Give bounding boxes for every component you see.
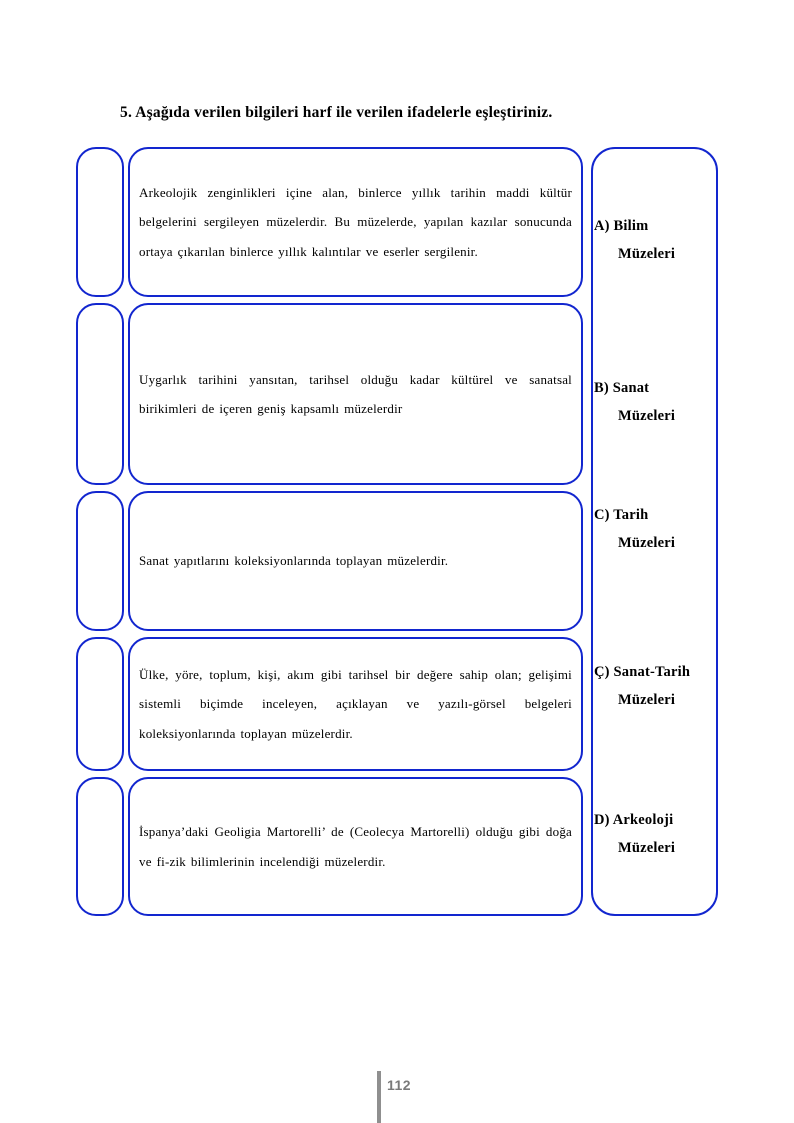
option-d-line1: D) Arkeoloji bbox=[594, 812, 674, 828]
option-b bbox=[594, 374, 718, 430]
page-number: 112 bbox=[387, 1077, 412, 1093]
option-c-cedilla-line1: Ç) Sanat-Tarih bbox=[594, 664, 691, 680]
answer-box-5[interactable] bbox=[76, 777, 124, 916]
description-box-1 bbox=[128, 147, 583, 297]
options-box bbox=[591, 147, 718, 916]
answer-box-2[interactable] bbox=[76, 303, 124, 485]
description-box-5 bbox=[128, 777, 583, 916]
option-a bbox=[594, 212, 718, 268]
answer-box-3[interactable] bbox=[76, 491, 124, 631]
option-c-cedilla bbox=[594, 658, 718, 714]
description-box-2 bbox=[128, 303, 583, 485]
option-d-line2: Müzeleri bbox=[618, 840, 676, 856]
description-text-3: Sanat yapıtlarını koleksiyonlarında toplayan müzelerdir. bbox=[139, 553, 449, 569]
page-number-divider bbox=[377, 1071, 381, 1123]
option-c-cedilla-line2: Müzeleri bbox=[618, 692, 676, 708]
option-b-line2: Müzeleri bbox=[618, 408, 676, 424]
description-box-4 bbox=[128, 637, 583, 771]
answer-box-4[interactable] bbox=[76, 637, 124, 771]
option-a-line1: A) Bilim bbox=[594, 218, 649, 234]
question-title: 5. Aşağıda verilen bilgileri harf ile verilen ifadelerle eşleştiriniz. bbox=[120, 104, 553, 121]
option-c-line2: Müzeleri bbox=[618, 535, 676, 551]
description-text-5: İspanya’daki Geoligia Martorelli’ de (Ceolecya Martorelli) olduğu gibi doğa ve fi-zik bilimlerinin incelendiği müzelerdir. bbox=[139, 824, 572, 869]
description-text-1: Arkeolojik zenginlikleri içine alan, binlerce yıllık tarihin maddi kültür belgelerini sergileyen müzelerdir. Bu müzelerde, yapılan kazılar sonucunda ortaya çıkarılan binlerce yıllık kalıntılar ve eserler sergilenir. bbox=[139, 184, 572, 259]
option-b-line1: B) Sanat bbox=[594, 380, 650, 396]
description-text-4: Ülke, yöre, toplum, kişi, akım gibi tarihsel bir değere sahip olan; gelişimi sistemli biçimde inceleyen, açıklayan ve yazılı-görsel belgeleri koleksiyonlarında toplayan müzelerdir. bbox=[139, 666, 572, 741]
option-c bbox=[594, 501, 718, 557]
answer-box-1[interactable] bbox=[76, 147, 124, 297]
option-a-line2: Müzeleri bbox=[618, 246, 676, 262]
description-box-3 bbox=[128, 491, 583, 631]
option-c-line1: C) Tarih bbox=[594, 507, 649, 523]
option-d bbox=[594, 806, 718, 862]
description-text-2: Uygarlık tarihini yansıtan, tarihsel olduğu kadar kültürel ve sanatsal birikimleri de içeren geniş kapsamlı müzelerdir bbox=[139, 371, 572, 416]
